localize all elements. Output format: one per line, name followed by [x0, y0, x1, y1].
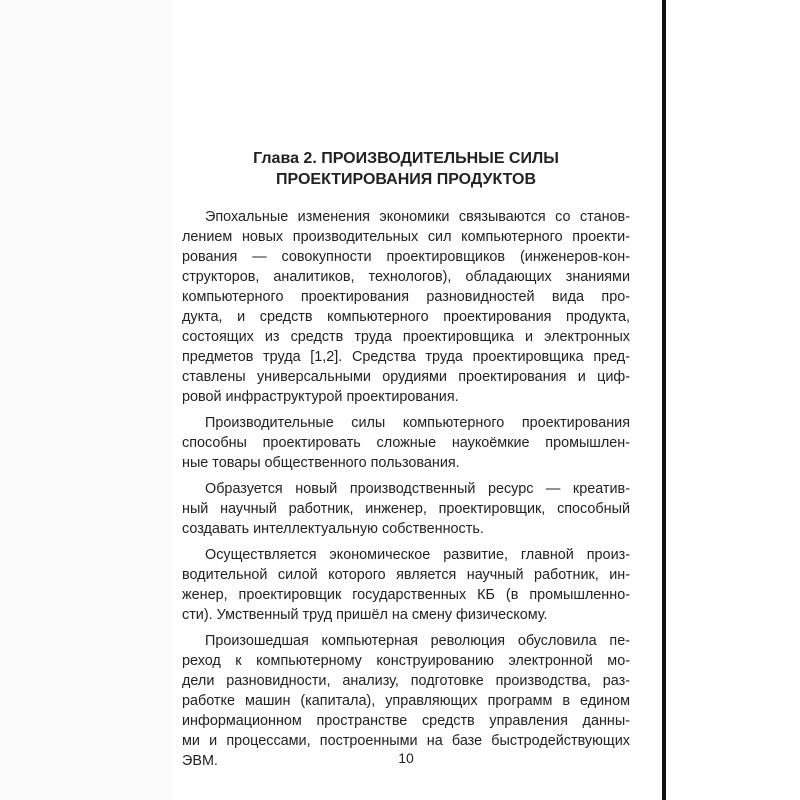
text-line: Эпохальные изменения экономики связываются со станов-	[205, 209, 630, 225]
text-line: информационном пространстве средств управления данны-	[182, 713, 630, 729]
text-line: состоящих из средств труда проектировщика и электронных	[182, 329, 630, 345]
paragraph	[182, 545, 630, 625]
text-line: создавать интеллектуальную собственность.	[182, 521, 484, 537]
text-line: структоров, аналитиков, технологов), обладающих знаниями	[182, 269, 630, 285]
page-number: 10	[398, 750, 414, 766]
chapter-title	[182, 148, 630, 190]
text-line: женер, проектировщик государственных КБ (в промышленно-	[182, 587, 630, 603]
text-line: Осуществляется экономическое развитие, главной произ-	[205, 547, 630, 563]
chapter-body	[182, 207, 630, 771]
text-line: предметов труда [1,2]. Средства труда проектировщика пред-	[182, 349, 630, 365]
paragraph	[182, 413, 630, 473]
page-edge-line	[662, 0, 666, 800]
paragraph	[182, 207, 630, 407]
text-line: ный научный работник, инженер, проектировщик, способный	[182, 501, 630, 517]
text-line: ми и процессами, построенными на базе быстродействующих	[182, 733, 630, 749]
text-line: способны проектировать сложные наукоёмкие промышлен-	[182, 435, 630, 451]
text-line: ставлены универсальными орудиями проектирования и циф-	[182, 369, 630, 385]
paragraph	[182, 479, 630, 539]
text-line: ные товары общественного пользования.	[182, 455, 460, 471]
text-line: Произошедшая компьютерная революция обусловила пе-	[205, 633, 630, 649]
text-line: дукта, и средств компьютерного проектирования продукта,	[182, 309, 630, 325]
page-content	[182, 148, 630, 777]
page-margin-shade	[0, 0, 171, 800]
chapter-title-line: ПРОЕКТИРОВАНИЯ ПРОДУКТОВ	[275, 171, 536, 188]
text-line: компьютерного проектирования разновидностей вида про-	[182, 289, 630, 305]
text-line: ЭВМ.	[182, 753, 218, 769]
text-line: ровой инфраструктурой проектирования.	[182, 389, 459, 405]
text-line: реход к компьютерному конструированию электронной мо-	[182, 653, 630, 669]
text-line: Производительные силы компьютерного проектирования	[205, 415, 630, 431]
text-line: дели разновидности, анализу, подготовке производства, раз-	[182, 673, 630, 689]
text-line: сти). Умственный труд пришёл на смену физическому.	[182, 607, 548, 623]
text-line: рования — совокупности проектировщиков (инженеров-кон-	[182, 249, 630, 265]
text-line: работке машин (капитала), управляющих программ в едином	[182, 693, 630, 709]
chapter-title-line: Глава 2. ПРОИЗВОДИТЕЛЬНЫЕ СИЛЫ	[253, 150, 559, 167]
text-line: лением новых производительных сил компьютерного проекти-	[182, 229, 630, 245]
text-line: водительной силой которого является научный работник, ин-	[182, 567, 630, 583]
text-line: Образуется новый производственный ресурс — креатив-	[205, 481, 630, 497]
